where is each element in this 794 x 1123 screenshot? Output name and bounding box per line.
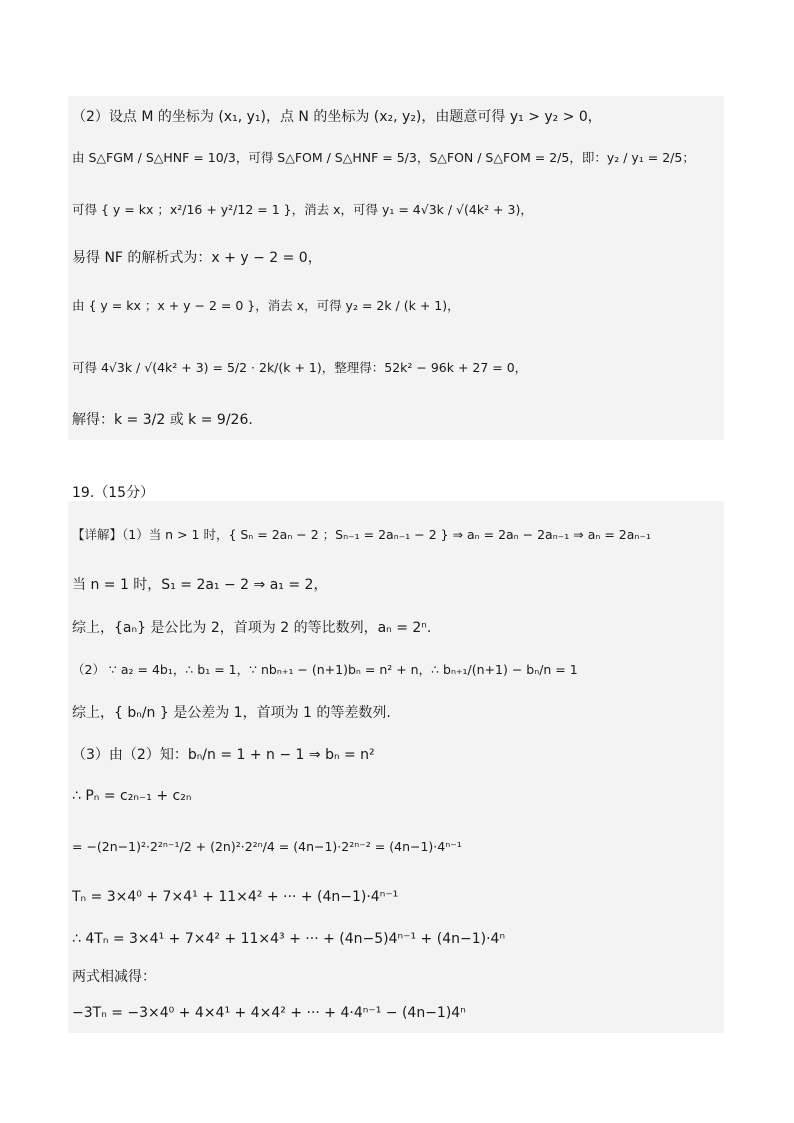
p2-line-4: （2） ∵ a₂ = 4b₁，∴ b₁ = 1，∵ nbₙ₊₁ − (n+1)bₙ = n² + n，∴ bₙ₊₁/(n+1) − bₙ/n = 1 (72, 662, 578, 677)
p2-line-3: 综上，{aₙ} 是公比为 2，首项为 2 的等比数列，aₙ = 2ⁿ. (72, 620, 432, 636)
p2-line-12: −3Tₙ = −3×4⁰ + 4×4¹ + 4×4² + ··· + 4·4ⁿ⁻¹ − (4n−1)4ⁿ (72, 1005, 466, 1021)
p1-line-5: 由 { y = kx ；x + y − 2 = 0 }，消去 x，可得 y₂ = 2k / (k + 1)， (72, 298, 460, 313)
p1-line-6: 可得 4√3k / √(4k² + 3) = 5/2 · 2k/(k + 1)，整理得：52k² − 96k + 27 = 0， (72, 360, 528, 375)
p2-line-7: ∴ Pₙ = c₂ₙ₋₁ + c₂ₙ (72, 788, 192, 804)
p2-line-6: （3）由（2）知：bₙ/n = 1 + n − 1 ⇒ bₙ = n² (72, 747, 375, 763)
question-heading: 19.（15分） (72, 485, 155, 501)
p2-line-11: 两式相减得： (72, 969, 156, 985)
p1-line-3: 可得 { y = kx ；x²/16 + y²/12 = 1 }，消去 x，可得 y₁ = 4√3k / √(4k² + 3)， (72, 202, 533, 217)
p1-line-7: 解得：k = 3/2 或 k = 9/26. (72, 412, 253, 428)
p2-line-1: 【详解】（1）当 n > 1 时，{ Sₙ = 2aₙ − 2 ；Sₙ₋₁ = 2aₙ₋₁ − 2 } ⇒ aₙ = 2aₙ − 2aₙ₋₁ ⇒ aₙ = 2aₙ₋₁ (72, 527, 651, 542)
p2-line-2: 当 n = 1 时，S₁ = 2a₁ − 2 ⇒ a₁ = 2， (72, 577, 328, 593)
p1-line-1: （2）设点 M 的坐标为 (x₁, y₁)，点 N 的坐标为 (x₂, y₂)，由题意可得 y₁ > y₂ > 0， (72, 109, 602, 125)
p2-line-10: ∴ 4Tₙ = 3×4¹ + 7×4² + 11×4³ + ··· + (4n−5)4ⁿ⁻¹ + (4n−1)·4ⁿ (72, 931, 506, 947)
p2-line-8: = −(2n−1)²·2²ⁿ⁻¹/2 + (2n)²·2²ⁿ/4 = (4n−1)·2²ⁿ⁻² = (4n−1)·4ⁿ⁻¹ (72, 839, 462, 854)
p2-line-9: Tₙ = 3×4⁰ + 7×4¹ + 11×4² + ··· + (4n−1)·4ⁿ⁻¹ (72, 889, 399, 905)
p1-line-2: 由 S△FGM / S△HNF = 10/3，可得 S△FOM / S△HNF = 5/3，S△FON / S△FOM = 2/5，即：y₂ / y₁ = 2/5； (72, 150, 695, 165)
p1-line-4: 易得 NF 的解析式为：x + y − 2 = 0， (72, 250, 322, 266)
p2-line-5: 综上，{ bₙ/n } 是公差为 1，首项为 1 的等差数列. (72, 705, 391, 721)
